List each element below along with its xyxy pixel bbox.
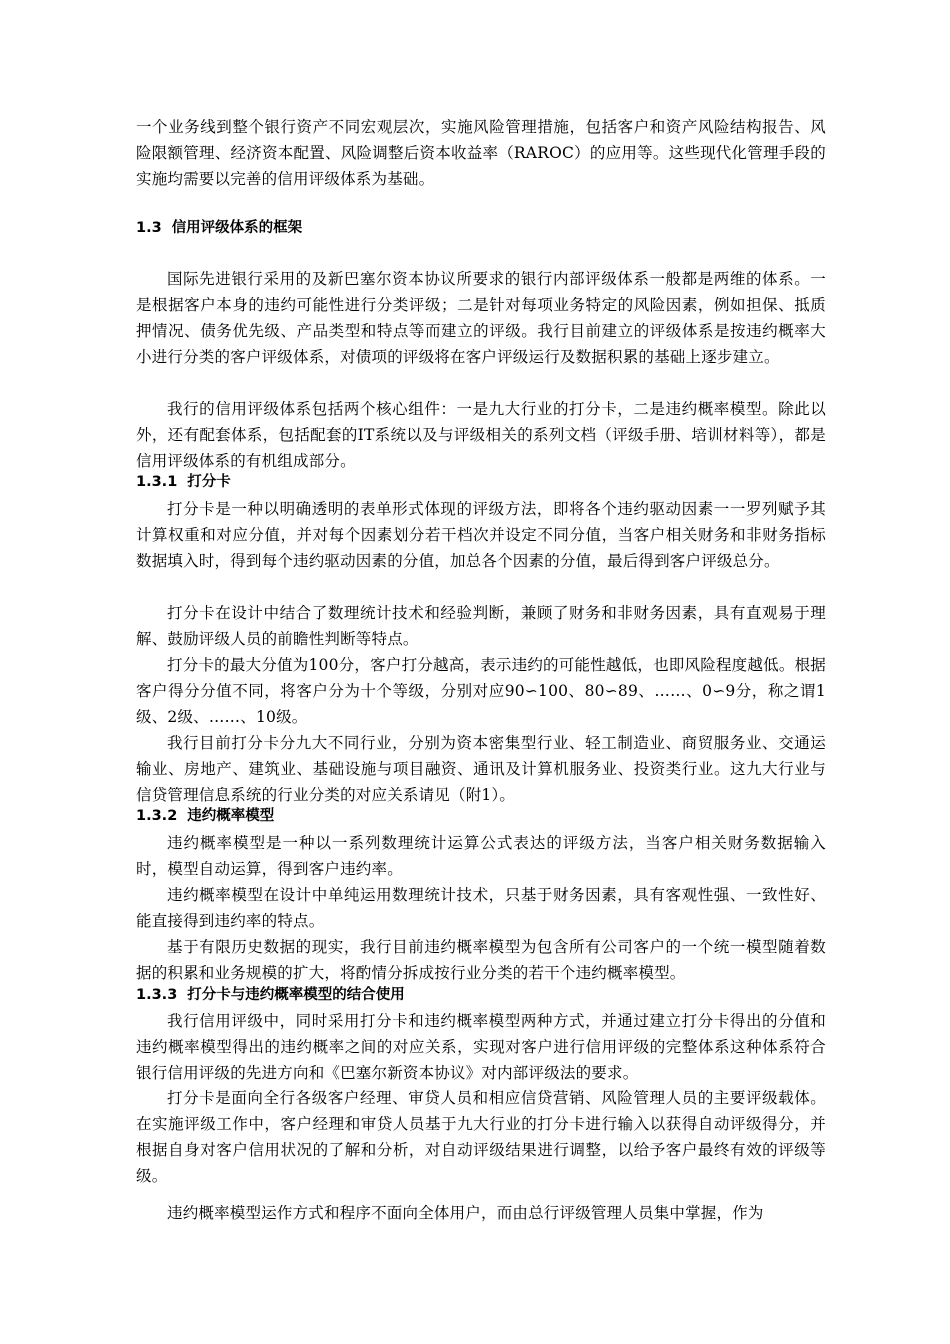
section-number: 1.3.2 bbox=[136, 808, 178, 824]
paragraph-1-3-2-c: 基于有限历史数据的现实，我行目前违约概率模型为包含所有公司客户的一个统一模型随着数据的积累和业务规模的扩大，将酌情分拆成按行业分类的若干个违约概率模型。 bbox=[136, 938, 826, 982]
paragraph-1-3-2-b: 违约概率模型在设计中单纯运用数理统计技术，只基于财务因素，具有客观性强、一致性好、能直接得到违约率的特点。 bbox=[136, 886, 826, 930]
paragraph-1-3-3-b: 打分卡是面向全行各级客户经理、审贷人员和相应信贷营销、风险管理人员的主要评级载体。在实施评级工作中，客户经理和审贷人员基于九大行业的打分卡进行输入以获得自动评级得分，并根据自身对客户信用状况的了解和分析，对自动评级结果进行调整，以给予客户最终有效的评级等级。 bbox=[136, 1089, 826, 1185]
paragraph-1-3-3-c: 违约概率模型运作方式和程序不面向全体用户，而由总行评级管理人员集中掌握，作为 bbox=[167, 1204, 764, 1222]
paragraph-1-3-3-a: 我行信用评级中，同时采用打分卡和违约概率模型两种方式，并通过建立打分卡得出的分值和违约概率模型得出的违约概率之间的对应关系，实现对客户进行信用评级的完整体系这种体系符合银行信用评级的先进方向和《巴塞尔新资本协议》对内部评级法的要求。 bbox=[136, 1012, 826, 1082]
section-number: 1.3.3 bbox=[136, 987, 178, 1003]
paragraph-1-3-1-a: 打分卡是一种以明确透明的表单形式体现的评级方法，即将各个违约驱动因素一一罗列赋予其计算权重和对应分值，并对每个因素划分若干档次并设定不同分值，当客户相关财务和非财务指标数据填入时，得到每个违约驱动因素的分值，加总各个因素的分值，最后得到客户评级总分。 bbox=[136, 500, 826, 570]
section-number: 1.3.1 bbox=[136, 474, 178, 490]
paragraph-1-3-1-d: 我行目前打分卡分九大不同行业，分别为资本密集型行业、轻工制造业、商贸服务业、交通运输业、房地产、建筑业、基础设施与项目融资、通讯及计算机服务业、投资类行业。这九大行业与信贷管理信息系统的行业分类的对应关系请见（附1）。 bbox=[136, 734, 826, 804]
section-heading-1-3-1 bbox=[136, 471, 231, 493]
section-number: 1.3 bbox=[136, 220, 162, 236]
paragraph-intro: 一个业务线到整个银行资产不同宏观层次，实施风险管理措施，包括客户和资产风险结构报告、风险限额管理、经济资本配置、风险调整后资本收益率（RAROC）的应用等。这些现代化管理手段的实施均需要以完善的信用评级体系为基础。 bbox=[136, 118, 826, 188]
section-title: 信用评级体系的框架 bbox=[171, 220, 303, 236]
paragraph-1-3-b: 我行的信用评级体系包括两个核心组件：一是九大行业的打分卡，二是违约概率模型。除此以外，还有配套体系，包括配套的IT系统以及与评级相关的系列文档（评级手册、培训材料等），都是信用评级体系的有机组成部分。 bbox=[136, 400, 826, 470]
paragraph-1-3-a: 国际先进银行采用的及新巴塞尔资本协议所要求的银行内部评级体系一般都是两维的体系。一是根据客户本身的违约可能性进行分类评级；二是针对每项业务特定的风险因素，例如担保、抵质押情况、债务优先级、产品类型和特点等而建立的评级。我行目前建立的评级体系是按违约概率大小进行分类的客户评级体系，对债项的评级将在客户评级运行及数据积累的基础上逐步建立。 bbox=[136, 270, 826, 366]
paragraph-1-3-1-c: 打分卡的最大分值为100分，客户打分越高，表示违约的可能性越低，也即风险程度越低。根据客户得分分值不同，将客户分为十个等级，分别对应90∽100、80∽89、……、0∽9分，称之谓1级、2级、……、10级。 bbox=[136, 656, 826, 726]
section-heading-1-3 bbox=[136, 217, 302, 239]
section-heading-1-3-3 bbox=[136, 984, 405, 1006]
section-title: 打分卡 bbox=[187, 474, 231, 490]
paragraph-1-3-2-a: 违约概率模型是一种以一系列数理统计运算公式表达的评级方法，当客户相关财务数据输入时，模型自动运算，得到客户违约率。 bbox=[136, 834, 826, 878]
paragraph-1-3-1-b: 打分卡在设计中结合了数理统计技术和经验判断，兼顾了财务和非财务因素，具有直观易于理解、鼓励评级人员的前瞻性判断等特点。 bbox=[136, 604, 826, 648]
section-title: 打分卡与违约概率模型的结合使用 bbox=[187, 987, 405, 1003]
section-title: 违约概率模型 bbox=[187, 808, 275, 824]
section-heading-1-3-2 bbox=[136, 805, 274, 827]
